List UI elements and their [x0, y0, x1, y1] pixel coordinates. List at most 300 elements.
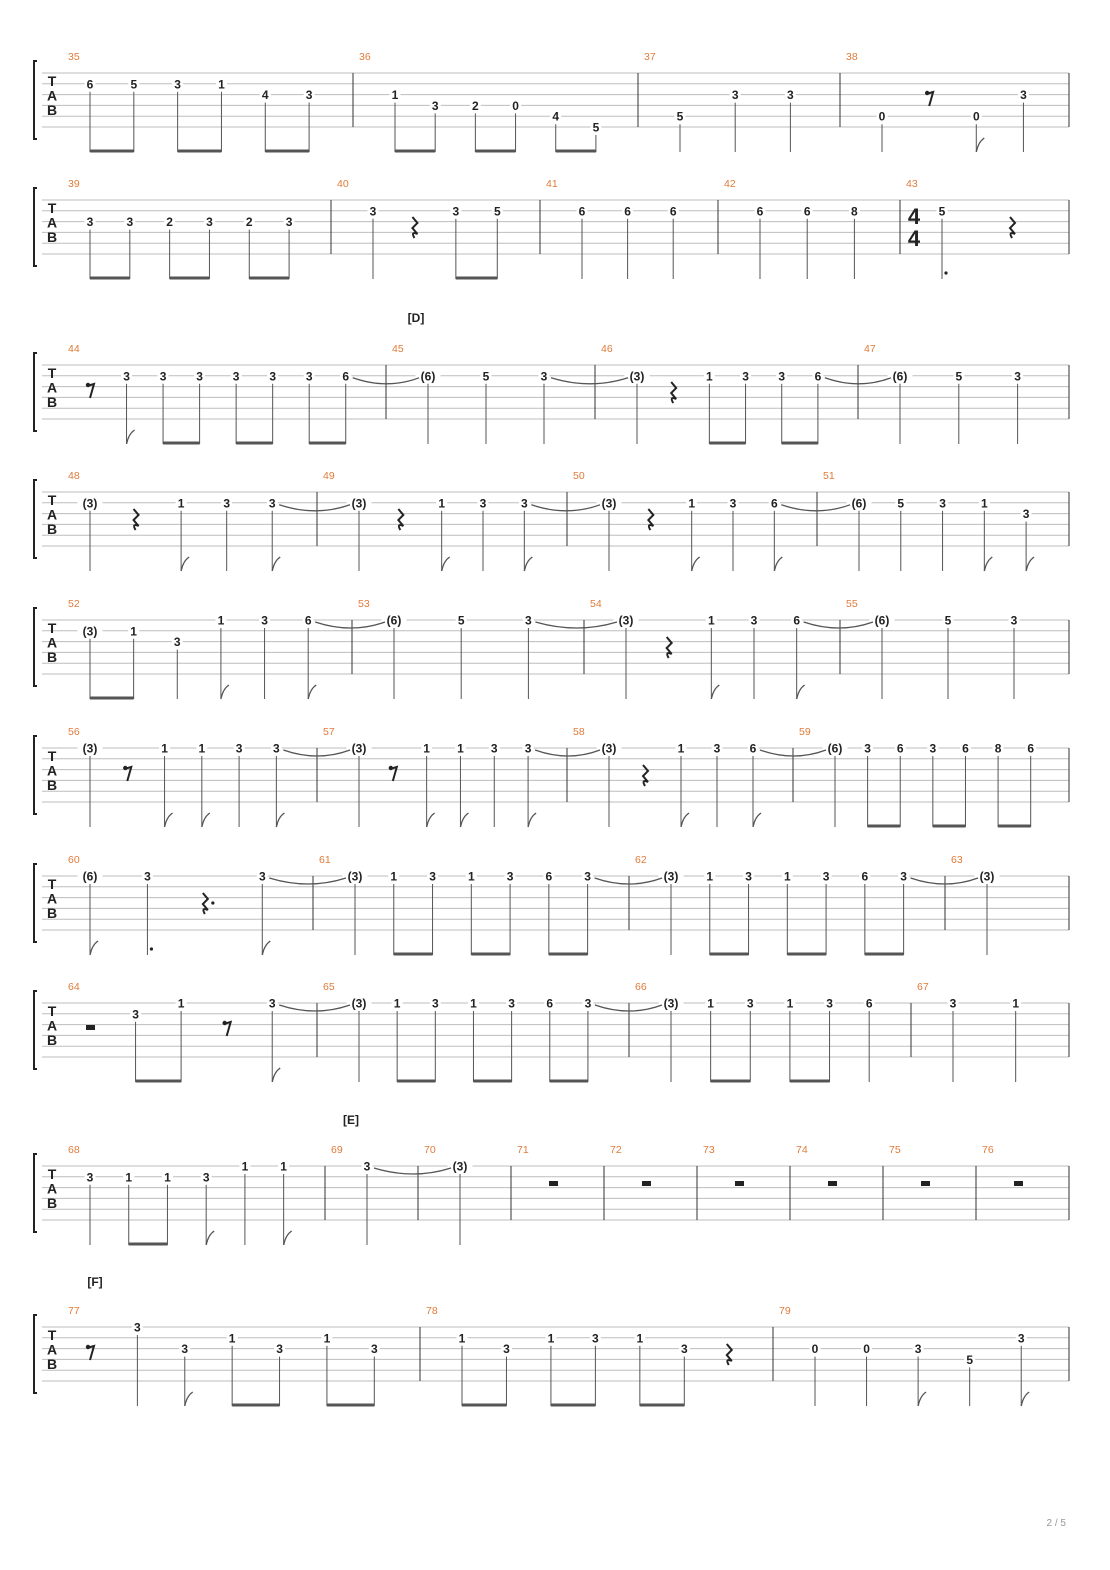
- fret-number: 1: [980, 496, 988, 511]
- measure-number: 43: [906, 178, 918, 190]
- fret-number: 3: [490, 741, 498, 756]
- measure-number: 69: [331, 1144, 343, 1156]
- measure-number: 45: [392, 343, 404, 355]
- eighth-flag: [127, 430, 135, 444]
- fret-number: 6: [749, 741, 757, 756]
- fret-number: 3: [1020, 88, 1027, 103]
- fret-number: 3: [369, 204, 377, 219]
- eighth-flag: [1026, 557, 1034, 571]
- half-rest: [86, 1025, 95, 1030]
- fret-number: 3: [429, 869, 436, 884]
- measure-number: 73: [703, 1144, 715, 1156]
- fret-number: 3: [914, 1342, 922, 1357]
- tab-clef-letter: A: [46, 634, 58, 651]
- tab-clef-letter: B: [46, 1356, 58, 1372]
- tab-system: [34, 1305, 1069, 1406]
- fret-number: 3: [900, 869, 907, 884]
- system-bracket: [34, 1315, 37, 1393]
- fret-number: 1: [323, 1331, 331, 1346]
- system-bracket: [34, 1154, 37, 1232]
- fret-number: 1: [783, 869, 791, 884]
- fret-number: 6: [770, 496, 778, 511]
- whole-rest: [735, 1181, 744, 1186]
- measure-number: 41: [546, 178, 558, 190]
- rest-dot: [211, 901, 214, 904]
- fret-number: 1: [547, 1331, 555, 1346]
- quarter-rest: [398, 509, 403, 530]
- fret-number: 5: [482, 369, 490, 384]
- quarter-rest: [671, 382, 676, 403]
- fret-number: 2: [166, 215, 173, 230]
- fret-number: 3: [787, 88, 794, 103]
- fret-number: 3: [305, 88, 313, 103]
- tab-clef-letter: A: [46, 87, 58, 104]
- eighth-flag: [181, 557, 189, 571]
- measure-number: 71: [517, 1144, 529, 1156]
- fret-number: (6): [874, 613, 890, 628]
- whole-rest: [1014, 1181, 1023, 1186]
- fret-number: 3: [745, 869, 752, 884]
- measure-number: 58: [573, 726, 585, 738]
- tab-clef-letter: T: [47, 1003, 57, 1019]
- fret-number: 1: [458, 1331, 466, 1346]
- fret-number: 2: [245, 215, 253, 230]
- fret-number: 6: [86, 77, 94, 92]
- fret-number: 2: [472, 98, 479, 113]
- whole-rest: [642, 1181, 651, 1186]
- measure-number: 60: [68, 854, 80, 866]
- fret-number: 3: [235, 741, 243, 756]
- fret-number: 0: [878, 109, 886, 124]
- fret-number: (3): [618, 613, 634, 628]
- whole-rest: [921, 1181, 930, 1186]
- fret-number: 5: [457, 613, 465, 628]
- fret-number: 3: [232, 369, 240, 384]
- fret-number: 5: [130, 77, 138, 92]
- eighth-flag: [774, 557, 782, 571]
- fret-number: 6: [896, 741, 904, 756]
- tab-clef-letter: B: [46, 1195, 58, 1211]
- tab-clef-letter: B: [46, 777, 58, 793]
- measure-number: 77: [68, 1305, 80, 1317]
- fret-number: 3: [452, 204, 460, 219]
- fret-number: 3: [929, 741, 937, 756]
- eighth-flag: [276, 813, 284, 827]
- tab-clef-letter: B: [46, 229, 58, 245]
- fret-number: (3): [663, 869, 679, 884]
- fret-number: 3: [731, 88, 739, 103]
- whole-rest: [549, 1181, 558, 1186]
- fret-number: 1: [457, 741, 464, 756]
- fret-number: (6): [851, 496, 867, 511]
- fret-number: 5: [944, 613, 952, 628]
- fret-number: 1: [228, 1331, 236, 1346]
- eighth-flag: [272, 1068, 280, 1082]
- fret-number: (6): [827, 741, 843, 756]
- fret-number: 1: [707, 613, 715, 628]
- tab-clef-letter: A: [46, 1180, 58, 1197]
- tie-arc: [315, 622, 385, 628]
- fret-number: 3: [431, 996, 439, 1011]
- fret-number: (6): [386, 613, 402, 628]
- fret-number: 6: [865, 996, 873, 1011]
- measure-number: 68: [68, 1144, 80, 1156]
- fret-number: 1: [706, 369, 713, 384]
- quarter-rest: [134, 509, 139, 530]
- fret-number: 3: [525, 613, 532, 628]
- fret-number: 8: [994, 741, 1002, 756]
- eighth-flag: [202, 813, 210, 827]
- fret-number: 0: [512, 98, 519, 113]
- tab-clef-letter: A: [46, 762, 58, 779]
- measure-number: 40: [337, 178, 349, 190]
- section-marker: [F]: [87, 1275, 103, 1289]
- section-marker: [D]: [407, 311, 425, 325]
- fret-number: 5: [676, 109, 684, 124]
- fret-number: 3: [713, 741, 721, 756]
- fret-number: 1: [130, 624, 137, 639]
- tab-system: [34, 51, 1069, 152]
- tab-clef-letter: A: [46, 506, 58, 523]
- tab-clef-letter: B: [46, 102, 58, 118]
- fret-number: 1: [218, 77, 225, 92]
- eighth-flag: [185, 1392, 193, 1406]
- fret-number: 3: [86, 1170, 94, 1185]
- tie-arc: [279, 505, 350, 511]
- quarter-rest: [648, 509, 653, 530]
- fret-number: 6: [342, 369, 350, 384]
- dot: [150, 947, 153, 950]
- tab-clef-letter: T: [47, 1327, 57, 1343]
- fret-number: 4: [552, 109, 560, 124]
- fret-number: 3: [206, 215, 213, 230]
- measure-number: 79: [779, 1305, 791, 1317]
- fret-number: 1: [786, 996, 794, 1011]
- fret-number: 5: [493, 204, 501, 219]
- fret-number: 3: [822, 869, 830, 884]
- measure-number: 44: [68, 343, 80, 355]
- fret-number: 3: [592, 1331, 599, 1346]
- fret-number: (3): [351, 996, 367, 1011]
- measure-number: 67: [917, 981, 929, 993]
- system-bracket: [34, 991, 37, 1069]
- measure-number: 63: [951, 854, 963, 866]
- fret-number: 1: [280, 1159, 287, 1174]
- fret-number: 0: [972, 109, 980, 124]
- quarter-rest: [203, 893, 208, 914]
- tie-arc: [535, 622, 617, 628]
- fret-number: 1: [125, 1170, 133, 1185]
- measure-number: 54: [590, 598, 602, 610]
- quarter-rest: [643, 765, 648, 786]
- fret-number: 1: [438, 496, 446, 511]
- tie-arc: [911, 878, 978, 884]
- fret-number: 1: [241, 1159, 249, 1174]
- fret-number: 1: [1012, 996, 1020, 1011]
- fret-number: 3: [196, 369, 203, 384]
- eighth-flag: [753, 813, 761, 827]
- fret-number: 6: [1027, 741, 1035, 756]
- fret-number: 3: [132, 1007, 139, 1022]
- system-bracket: [34, 353, 37, 431]
- quarter-rest: [727, 1344, 732, 1365]
- measure-number: 56: [68, 726, 80, 738]
- fret-number: 3: [261, 613, 268, 628]
- measure-number: 35: [68, 51, 80, 63]
- fret-number: 3: [729, 496, 737, 511]
- fret-number: 3: [524, 741, 532, 756]
- whole-rest: [828, 1181, 837, 1186]
- measure-number: 66: [635, 981, 647, 993]
- system-bracket: [34, 608, 37, 686]
- measure-number: 74: [796, 1144, 808, 1156]
- tab-clef-letter: A: [46, 379, 58, 396]
- fret-number: 3: [126, 215, 134, 230]
- fret-number: 3: [508, 996, 515, 1011]
- measure-number: 55: [846, 598, 858, 610]
- measure-number: 76: [982, 1144, 994, 1156]
- fret-number: 3: [258, 869, 266, 884]
- measure-number: 70: [424, 1144, 436, 1156]
- tab-system: [34, 1144, 1069, 1245]
- measure-number: 52: [68, 598, 80, 610]
- tab-system: [34, 981, 1069, 1082]
- eighth-flag: [442, 557, 450, 571]
- fret-number: 3: [370, 1342, 378, 1357]
- measure-number: 78: [426, 1305, 438, 1317]
- fret-number: 5: [938, 204, 946, 219]
- eighth-flag: [681, 813, 689, 827]
- eighth-flag: [528, 813, 536, 827]
- measure-number: 53: [358, 598, 370, 610]
- tab-system: [34, 178, 1069, 279]
- fret-number: 6: [814, 369, 822, 384]
- measure-number: 46: [601, 343, 613, 355]
- tab-system: [34, 726, 1069, 827]
- tab-clef-letter: T: [47, 876, 57, 892]
- tab-system: [34, 598, 1069, 699]
- measure-number: 50: [573, 470, 585, 482]
- eighth-flag: [165, 813, 173, 827]
- measure-number: 38: [846, 51, 858, 63]
- measure-number: 36: [359, 51, 371, 63]
- eighth-flag: [284, 1231, 292, 1245]
- fret-number: (6): [420, 369, 436, 384]
- fret-number: 3: [134, 1320, 141, 1335]
- fret-number: 3: [276, 1342, 283, 1357]
- eighth-flag: [918, 1392, 926, 1406]
- fret-number: 3: [363, 1159, 371, 1174]
- fret-number: 3: [273, 741, 280, 756]
- measure-number: 42: [724, 178, 736, 190]
- fret-number: (3): [347, 869, 363, 884]
- tie-arc: [595, 878, 662, 884]
- fret-number: 4: [261, 88, 269, 103]
- tab-system: [34, 343, 1069, 444]
- eighth-flag: [272, 557, 280, 571]
- fret-number: 0: [863, 1342, 870, 1357]
- fret-number: 3: [202, 1170, 210, 1185]
- system-bracket: [34, 188, 37, 266]
- tab-clef-letter: B: [46, 1032, 58, 1048]
- time-signature-bottom: 4: [907, 226, 921, 251]
- eighth-flag: [262, 941, 270, 955]
- fret-number: 6: [803, 204, 811, 219]
- fret-number: 3: [949, 996, 957, 1011]
- eighth-flag: [206, 1231, 214, 1245]
- fret-number: 3: [268, 996, 276, 1011]
- fret-number: 1: [636, 1331, 644, 1346]
- tie-arc: [269, 878, 346, 884]
- tie-arc: [374, 1168, 451, 1174]
- measure-number: 59: [799, 726, 811, 738]
- fret-number: (3): [629, 369, 645, 384]
- quarter-rest: [1010, 217, 1015, 238]
- fret-number: 3: [479, 496, 487, 511]
- fret-number: 3: [520, 496, 528, 511]
- measure-number: 64: [68, 981, 80, 993]
- fret-number: (3): [979, 869, 995, 884]
- fret-number: 3: [269, 369, 277, 384]
- fret-number: 3: [584, 869, 591, 884]
- tie-arc: [535, 750, 600, 756]
- fret-number: 6: [545, 869, 553, 884]
- fret-number: 3: [506, 869, 514, 884]
- fret-number: 3: [503, 1342, 510, 1357]
- fret-number: (6): [892, 369, 908, 384]
- tie-arc: [279, 1005, 350, 1011]
- measure-number: 47: [864, 343, 876, 355]
- tie-arc: [531, 505, 600, 511]
- measure-number: 65: [323, 981, 335, 993]
- tie-arc: [804, 622, 873, 628]
- fret-number: (3): [351, 741, 367, 756]
- measure-number: 48: [68, 470, 80, 482]
- fret-number: 3: [1010, 613, 1018, 628]
- eighth-flag: [711, 685, 719, 699]
- tab-clef-letter: B: [46, 394, 58, 410]
- fret-number: 3: [742, 369, 749, 384]
- tab-clef-letter: A: [46, 1017, 58, 1034]
- fret-number: 3: [1022, 507, 1030, 522]
- fret-number: 3: [173, 635, 181, 650]
- fret-number: (6): [82, 869, 98, 884]
- fret-number: (3): [82, 624, 98, 639]
- tab-clef-letter: A: [46, 1341, 58, 1358]
- quarter-rest: [412, 217, 417, 238]
- fret-number: 5: [897, 496, 905, 511]
- measure-number: 75: [889, 1144, 901, 1156]
- tab-system: [34, 854, 1069, 955]
- fret-number: 1: [423, 741, 430, 756]
- fret-number: 3: [305, 369, 313, 384]
- fret-number: 0: [811, 1342, 819, 1357]
- eighth-flag: [797, 685, 805, 699]
- fret-number: 3: [750, 613, 758, 628]
- fret-number: 6: [669, 204, 677, 219]
- fret-number: 1: [390, 869, 398, 884]
- system-bracket: [34, 61, 37, 139]
- fret-number: (3): [601, 496, 617, 511]
- fret-number: 3: [778, 369, 786, 384]
- fret-number: 3: [939, 496, 946, 511]
- time-signature-top: 4: [907, 204, 921, 229]
- fret-number: 6: [304, 613, 312, 628]
- measure-number: 61: [319, 854, 331, 866]
- measure-number: 51: [823, 470, 835, 482]
- system-bracket: [34, 480, 37, 558]
- fret-number: (3): [452, 1159, 468, 1174]
- measure-number: 39: [68, 178, 80, 190]
- fret-number: 3: [285, 215, 293, 230]
- fret-number: 1: [161, 741, 168, 756]
- fret-number: 3: [144, 869, 151, 884]
- measure-number: 57: [323, 726, 335, 738]
- eighth-flag: [692, 557, 700, 571]
- fret-number: 1: [217, 613, 225, 628]
- fret-number: 3: [123, 369, 130, 384]
- tab-clef-letter: A: [46, 214, 58, 231]
- tab-clef-letter: B: [46, 649, 58, 665]
- eighth-flag: [524, 557, 532, 571]
- fret-number: 3: [268, 496, 276, 511]
- tie-arc: [551, 378, 628, 384]
- tab-clef-letter: T: [47, 365, 57, 381]
- measure-number: 49: [323, 470, 335, 482]
- fret-number: 6: [546, 996, 554, 1011]
- fret-number: 6: [861, 869, 869, 884]
- fret-number: 1: [177, 496, 185, 511]
- fret-number: 6: [578, 204, 586, 219]
- tie-arc: [781, 505, 850, 511]
- fret-number: 1: [706, 869, 714, 884]
- eighth-flag: [308, 685, 316, 699]
- eighth-flag: [976, 138, 984, 152]
- fret-number: 1: [393, 996, 401, 1011]
- fret-number: 6: [793, 613, 801, 628]
- tab-clef-letter: T: [47, 748, 57, 764]
- quarter-rest: [667, 637, 672, 658]
- eighth-flag: [460, 813, 468, 827]
- fret-number: 1: [177, 996, 185, 1011]
- fret-number: 3: [174, 77, 181, 92]
- tab-clef-letter: T: [47, 200, 57, 216]
- fret-number: 6: [756, 204, 764, 219]
- fret-number: (3): [82, 741, 98, 756]
- tab-clef-letter: B: [46, 521, 58, 537]
- measure-number: 37: [644, 51, 656, 63]
- dot: [944, 271, 947, 274]
- fret-number: 1: [707, 996, 714, 1011]
- fret-number: 1: [198, 741, 206, 756]
- tab-clef-letter: B: [46, 905, 58, 921]
- measure-number: 72: [610, 1144, 622, 1156]
- fret-number: 3: [680, 1342, 688, 1357]
- fret-number: 1: [688, 496, 696, 511]
- fret-number: 1: [164, 1170, 171, 1185]
- fret-number: 5: [955, 369, 963, 384]
- eighth-flag: [90, 941, 98, 955]
- tie-arc: [595, 1005, 662, 1011]
- page-number: 2 / 5: [1046, 1518, 1066, 1529]
- section-marker: [E]: [343, 1113, 359, 1127]
- eighth-flag: [427, 813, 435, 827]
- fret-number: 8: [851, 204, 858, 219]
- fret-number: 3: [1017, 1331, 1025, 1346]
- fret-number: 3: [540, 369, 548, 384]
- fret-number: 3: [746, 996, 754, 1011]
- fret-number: 1: [467, 869, 475, 884]
